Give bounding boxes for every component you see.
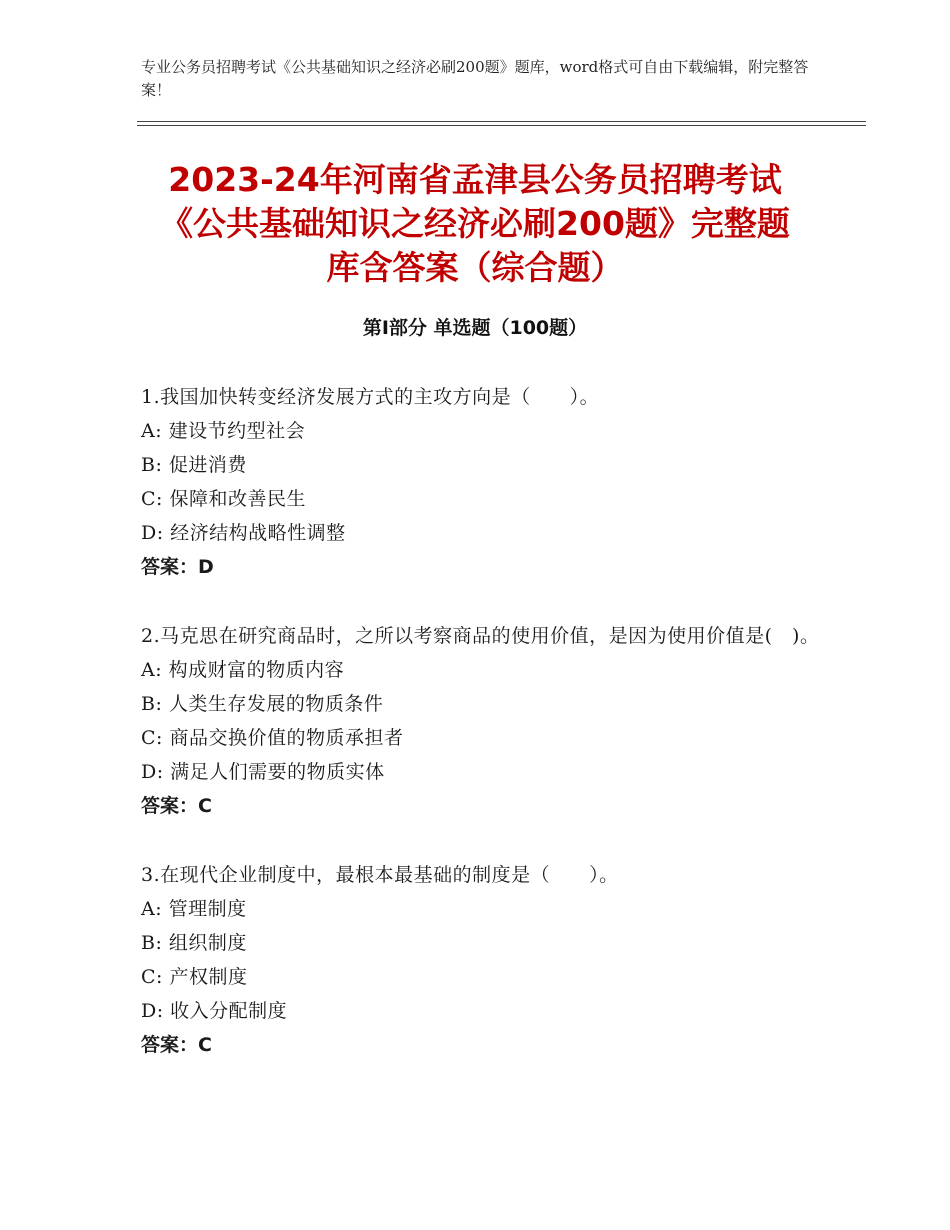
option-b: B: 人类生存发展的物质条件 (141, 693, 384, 715)
question-list (141, 380, 821, 1097)
header-divider-bottom (137, 125, 866, 126)
document-title-line-3: 库含答案（综合题） (326, 248, 624, 287)
option-a: A: 建设节约型社会 (141, 420, 306, 442)
option-b: B: 组织制度 (141, 932, 247, 954)
option-d: D: 经济结构战略性调整 (141, 522, 346, 544)
answer: 答案：D (141, 556, 214, 578)
header-note: 专业公务员招聘考试《公共基础知识之经济必刷200题》题库，word格式可自由下载编辑，附完整答案！ (141, 58, 809, 99)
answer: 答案：C (141, 1034, 212, 1056)
question-stem: 2.马克思在研究商品时，之所以考察商品的使用价值，是因为使用价值是( )。 (141, 625, 820, 647)
option-b: B: 促进消费 (141, 454, 247, 476)
answer: 答案：C (141, 795, 212, 817)
document-title (110, 158, 840, 290)
option-a: A: 管理制度 (141, 898, 247, 920)
question-2 (141, 619, 821, 823)
option-c: C: 商品交换价值的物质承担者 (141, 727, 404, 749)
question-stem: 3.在现代企业制度中，最根本最基础的制度是（ ）。 (141, 864, 619, 886)
section-title: 第Ⅰ部分 单选题（100题） (362, 317, 588, 339)
option-d: D: 满足人们需要的物质实体 (141, 761, 385, 783)
question-stem: 1.我国加快转变经济发展方式的主攻方向是（ ）。 (141, 386, 600, 408)
question-3 (141, 858, 821, 1062)
document-title-line-1: 2023-24年河南省孟津县公务员招聘考试 (168, 160, 782, 199)
question-1 (141, 380, 821, 584)
document-title-line-2: 《公共基础知识之经济必刷200题》完整题 (160, 204, 790, 243)
header-divider-top (137, 121, 866, 122)
option-d: D: 收入分配制度 (141, 1000, 288, 1022)
option-c: C: 产权制度 (141, 966, 248, 988)
option-c: C: 保障和改善民生 (141, 488, 306, 510)
option-a: A: 构成财富的物质内容 (141, 659, 345, 681)
